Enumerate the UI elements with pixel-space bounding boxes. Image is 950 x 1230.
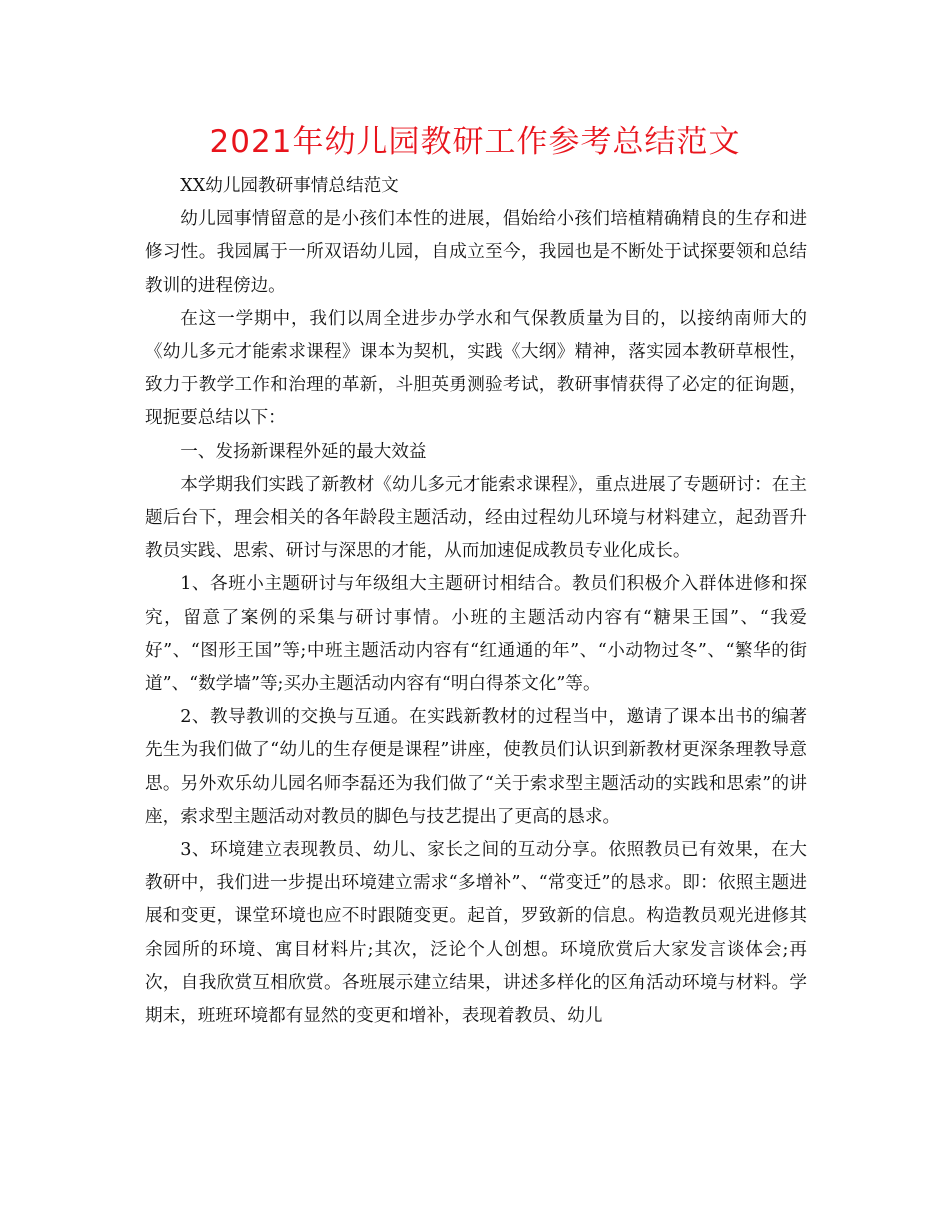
paragraph-point-1: 1、各班小主题研讨与年级组大主题研讨相结合。教员们积极介入群体进修和探究，留意了案例的采集与研讨事情。小班的主题活动内容有“糖果王国”、“我爱好”、“图形王国”等;中班主题活动内容有“红通通的年”、“小动物过冬”、“繁华的街道”、“数学墙”等;买办主题活动内容有“明白得茶文化”等。 <box>145 574 807 695</box>
paragraph-intro: 幼儿园事情留意的是小孩们本性的进展，倡始给小孩们培植精确精良的生存和进修习性。我园属于一所双语幼儿园，自成立至今，我园也是不断处于试探要领和总结教训的进程傍边。 <box>145 209 807 296</box>
paragraph-point-3: 3、环境建立表现教员、幼儿、家长之间的互动分享。依照教员已有效果，在大教研中，我们进一步提出环境建立需求“多增补”、“常变迁”的恳求。即：依照主题进展和变更，课堂环境也应不时跟随变更。起首，罗致新的信息。构造教员观光进修其余园所的环境、寓目材料片;其次，泛论个人创想。环境欣赏后大家发言谈体会;再次，自我欣赏互相欣赏。各班展示建立结果，讲述多样化的区角活动环境与材料。学期末，班班环境都有显然的变更和增补，表现着教员、幼儿 <box>145 840 807 1027</box>
section-heading: 一、发扬新课程外延的最大效益 <box>180 441 427 462</box>
paragraph-semester: 在这一学期中，我们以周全进步办学水和气保教质量为目的，以接纳南师大的《幼儿多元才能索求课程》课本为契机，实践《大纲》精神，落实园本教研草根性，致力于教学工作和治理的革新，斗胆英勇测验考试，教研事情获得了必定的征询题，现扼要总结以下： <box>145 308 807 429</box>
document-subtitle: XX幼儿园教研事情总结范文 <box>180 176 399 196</box>
document-body <box>145 170 807 1033</box>
paragraph-curriculum: 本学期我们实践了新教材《幼儿多元才能索求课程》，重点进展了专题研讨：在主题后台下，理会相关的各年龄段主题活动，经由过程幼儿环境与材料建立，起劲晋升教员实践、思索、研讨与深思的才能，从而加速促成教员专业化成长。 <box>145 474 807 562</box>
document-title: 2021年幼儿园教研工作参考总结范文 <box>209 124 741 160</box>
paragraph-point-2: 2、教导教训的交换与互通。在实践新教材的过程当中，邀请了课本出书的编著先生为我们做了“幼儿的生存便是课程”讲座，使教员们认识到新教材更深条理教导意思。另外欢乐幼儿园名师李磊还为我们做了“关于索求型主题活动的实践和思索”的讲座，索求型主题活动对教员的脚色与技艺提出了更高的恳求。 <box>145 707 807 827</box>
